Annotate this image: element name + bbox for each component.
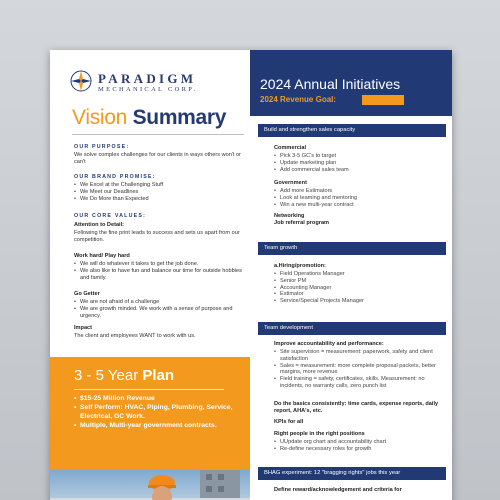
compass-star-logo-icon (70, 70, 92, 92)
values-heading: OUR CORE VALUES: (74, 213, 147, 219)
vision-title-light: Vision (72, 106, 128, 129)
plan-title-bold: Plan (142, 367, 175, 384)
list-item: • Look at teaming and mentoring (274, 195, 442, 202)
plan-item: • Multiple, Multi-year government contracts. (74, 421, 244, 430)
group-list (274, 153, 442, 173)
revenue-goal-box (362, 95, 404, 105)
list-item: • Field Operations Manager (274, 271, 442, 278)
group-list (274, 188, 442, 208)
title-divider (72, 134, 244, 135)
section-bar-team-growth: Team growth (258, 242, 446, 255)
initiatives-header (250, 50, 452, 116)
list-item: • Add commercial sales team (274, 167, 442, 174)
group-label: Job referral program (274, 220, 330, 226)
list-item: • Accounting Manager (274, 285, 442, 292)
vision-title-bold: Summary (132, 106, 227, 129)
purpose-heading: OUR PURPOSE: (74, 144, 130, 150)
initiatives-title: 2024 Annual Initiatives (260, 76, 401, 92)
group-label: Right people in the right positions (274, 431, 365, 437)
company-tagline: MECHANICAL CORP. (98, 86, 198, 93)
group-label: Improve accountability and performance: (274, 341, 384, 347)
company-logo (70, 68, 240, 98)
construction-worker-photo (50, 470, 250, 500)
value-list (74, 299, 246, 319)
list-item: • UUpdate org chart and accountability chart (274, 439, 442, 446)
list-item: • We Do More than Expected (74, 196, 246, 203)
section-bar-bhag: BHAG experiment: 12 "bragging rights" jobs this year (258, 467, 446, 480)
vision-title (72, 106, 226, 130)
promise-heading: OUR BRAND PROMISE: (74, 174, 156, 180)
list-item: • Re-define necessary roles for growth (274, 446, 442, 453)
list-item: • We will do whatever it takes to get the job done. (74, 261, 246, 268)
group-label: Networking (274, 213, 305, 219)
group-list (274, 439, 442, 453)
group-list (274, 271, 442, 305)
value-name: Impact (74, 325, 93, 331)
list-item: • We are growth minded. We work with a sense of purpose and urgency. (74, 306, 246, 320)
list-item: • Field training = safety, certificates, skills. Measurement: no incidents, no warranty calls, zero punch list (274, 376, 442, 390)
group-list (274, 349, 442, 390)
left-column (50, 50, 250, 500)
list-item: • Add more Estimators (274, 188, 442, 195)
group-label: Define reward/acknowledgement and criteria for (274, 487, 402, 493)
promise-list (74, 182, 246, 202)
list-item: • Win a new multi-year contract (274, 202, 442, 209)
plan-divider (74, 389, 224, 390)
list-item: • We also like to have fun and balance our time for outside hobbies and family. (74, 268, 246, 282)
list-item: • Pick 3-5 GC's to target (274, 153, 442, 160)
photo-illustration (50, 470, 250, 500)
right-column (250, 50, 452, 500)
group-label: Do the basics consistently: time cards, expense reports, daily report, AHA's, etc. (274, 401, 439, 414)
list-item: • Site supervision = measurement: paperwork, safety and client satisfaction (274, 349, 442, 363)
list-item: • We Meet our Deadlines (74, 189, 246, 196)
plan-list (74, 394, 244, 430)
plan-title (74, 367, 174, 384)
plan-title-light: 3 - 5 Year (74, 367, 139, 384)
value-text: The client and employees WANT to work with us. (74, 333, 196, 339)
plan-panel (50, 357, 250, 470)
section-bar-team-development: Team development (258, 322, 446, 335)
value-text: Following the fine print leads to success and sets us apart from our competition. (74, 230, 240, 243)
value-name: Work hard/ Play hard (74, 253, 130, 259)
value-name: Go Getter (74, 291, 100, 297)
group-label: Commercial (274, 145, 307, 151)
value-name: Attention to Detail: (74, 222, 125, 228)
value-list (74, 261, 246, 281)
list-item: • Service/Special Projects Manager (274, 298, 442, 305)
plan-item: • Self Perform: HVAC, Piping, Plumbing, Service, Electrical, GC Work. (74, 403, 244, 421)
purpose-text: We solve complex challenges for our clients in ways others won't or can't (74, 152, 241, 165)
list-item: • We Excel at the Challenging Stuff (74, 182, 246, 189)
group-label: KPIs for all (274, 419, 304, 425)
section-bar-sales: Build and strengthen sales capacity (258, 124, 446, 137)
list-item: • Estimator (274, 291, 442, 298)
revenue-goal-label: 2024 Revenue Goal: (260, 95, 337, 104)
plan-item: • $15-25 Million Revenue (74, 394, 244, 403)
company-name: PARADIGM (98, 71, 197, 86)
list-item: • Update marketing plan (274, 160, 442, 167)
list-item: • Senior PM (274, 278, 442, 285)
list-item: • We are not afraid of a challenge (74, 299, 246, 306)
group-label: a.Hiring/promotion: (274, 263, 326, 269)
group-label: Government (274, 180, 307, 186)
list-item: • Sales = measurement: more complete proposal packets, better margins, more revenue (274, 363, 442, 377)
flyer-page (50, 50, 452, 500)
